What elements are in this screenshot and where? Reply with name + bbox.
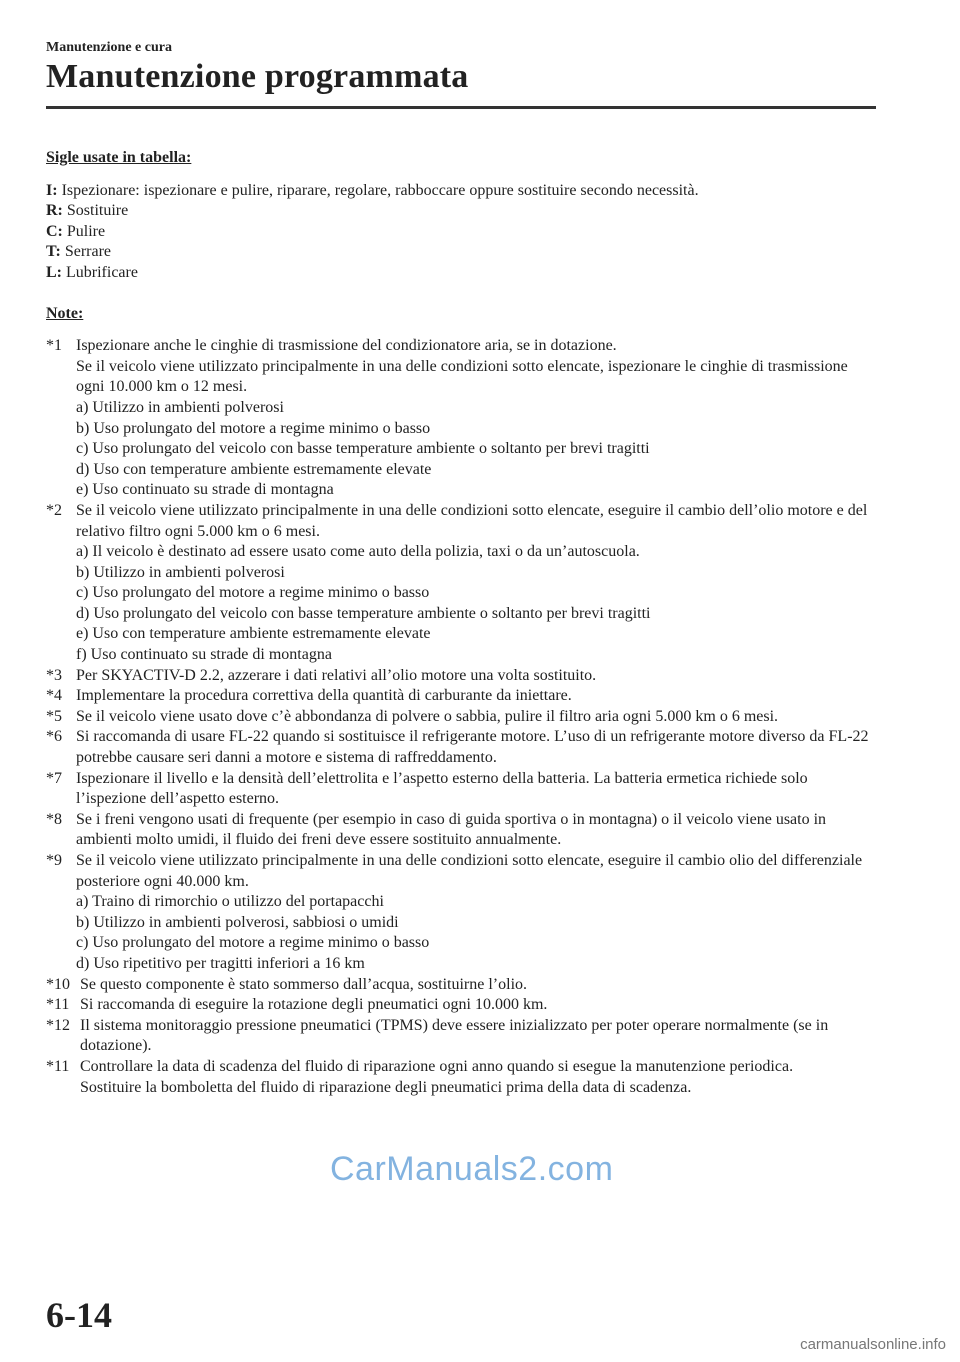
- note-number: *11: [46, 1057, 70, 1075]
- note-line: Se questo componente è stato sommerso dall’acqua, sostituirne l’olio.: [80, 975, 528, 993]
- note-body: [80, 1016, 880, 1057]
- abbreviation-text: Pulire: [66, 222, 106, 240]
- notes-heading: Note:: [46, 304, 84, 322]
- note-body: [76, 501, 880, 666]
- note-line: Si raccomanda di usare FL-22 quando si sostituisce il refrigerante motore. L’uso di un refrigerante motore diverso da FL-22 potrebbe causare seri danni a motore e sistema di raffreddamento.: [76, 728, 869, 767]
- note-line: d) Uso ripetitivo per tragitti inferiori a 16 km: [76, 954, 365, 972]
- note-line: Si raccomanda di eseguire la rotazione degli pneumatici ogni 10.000 km.: [80, 996, 548, 1014]
- note-line: Se il veicolo viene utilizzato principalmente in una delle condizioni sotto elencate, eseguire il cambio olio del differenziale posteriore ogni 40.000 km.: [76, 852, 863, 890]
- abbreviation-key: T:: [46, 243, 61, 261]
- note-line: Se il veicolo viene utilizzato principalmente in una delle condizioni sotto elencate, eseguire il cambio dell’olio motore e del relativo filtro ogni 5.000 km o 6 mesi.: [76, 501, 868, 540]
- note-item: [46, 810, 880, 851]
- note-line: c) Uso prolungato del motore a regime minimo o basso: [76, 584, 430, 602]
- note-number: *5: [46, 707, 62, 725]
- note-item: [46, 851, 880, 975]
- note-line: b) Utilizzo in ambienti polverosi: [76, 563, 285, 581]
- abbreviation-text: Ispezionare: ispezionare e pulire, riparare, regolare, rabboccare oppure sostituire secondo necessità.: [61, 181, 699, 199]
- note-body: [76, 851, 880, 975]
- note-number: *11: [46, 996, 70, 1014]
- note-item: [46, 686, 880, 707]
- note-body: [76, 707, 880, 728]
- watermark-logo: CarManuals2.com: [330, 1150, 614, 1188]
- note-line: c) Uso prolungato del motore a regime minimo o basso: [76, 934, 430, 952]
- note-line: Ispezionare il livello e la densità dell’elettrolita e l’aspetto esterno della batteria. La batteria ermetica richiede solo l’ispezione dell’aspetto esterno.: [76, 769, 808, 808]
- note-line: Sostituire la bomboletta del fluido di riparazione degli pneumatici prima della data di scadenza.: [80, 1078, 692, 1096]
- note-body: [76, 727, 880, 768]
- abbreviation-key: C:: [46, 222, 63, 240]
- note-item: [46, 995, 880, 1016]
- note-body: [76, 686, 880, 707]
- note-item: [46, 975, 880, 996]
- note-body: [76, 336, 880, 501]
- note-number: *7: [46, 769, 62, 787]
- note-item: [46, 1016, 880, 1057]
- note-number: *2: [46, 501, 62, 519]
- page-number: 6-14: [46, 1295, 112, 1335]
- note-line: c) Uso prolungato del veicolo con basse temperature ambiente o soltanto per brevi tragitti: [76, 440, 650, 458]
- note-line: Implementare la procedura correttiva della quantità di carburante da iniettare.: [76, 687, 572, 705]
- note-line: f) Uso continuato su strade di montagna: [76, 646, 332, 664]
- abbreviation-row: [46, 242, 880, 263]
- abbreviation-key: I:: [46, 181, 58, 199]
- note-line: b) Uso prolungato del motore a regime minimo o basso: [76, 419, 431, 437]
- note-line: b) Utilizzo in ambienti polverosi, sabbiosi o umidi: [76, 913, 399, 931]
- note-number: *6: [46, 728, 62, 746]
- content-area: [46, 148, 880, 1098]
- abbreviation-row: [46, 222, 880, 243]
- note-line: e) Uso con temperature ambiente estremamente elevate: [76, 625, 431, 643]
- note-number: *8: [46, 810, 62, 828]
- abbreviation-text: Serrare: [64, 243, 111, 261]
- note-body: [80, 975, 880, 996]
- note-body: [76, 769, 880, 810]
- note-line: d) Uso prolungato del veicolo con basse temperature ambiente o soltanto per brevi tragitti: [76, 604, 651, 622]
- note-line: Se il veicolo viene utilizzato principalmente in una delle condizioni sotto elencate, ispezionare le cinghie di trasmissione ogni 10.000 km o 12 mesi.: [76, 357, 848, 396]
- note-line: a) Il veicolo è destinato ad essere usato come auto della polizia, taxi o da un’autoscuola.: [76, 543, 640, 561]
- note-line: Se il veicolo viene usato dove c’è abbondanza di polvere o sabbia, pulire il filtro aria ogni 5.000 km o 6 mesi.: [76, 707, 779, 725]
- abbreviations-list: [46, 181, 880, 284]
- abbreviation-row: [46, 263, 880, 284]
- note-body: [76, 666, 880, 687]
- note-line: Controllare la data di scadenza del fluido di riparazione ogni anno quando si esegue la manutenzione periodica.: [80, 1057, 794, 1075]
- abbreviation-row: [46, 201, 880, 222]
- abbreviation-key: L:: [46, 263, 62, 281]
- note-line: Il sistema monitoraggio pressione pneumatici (TPMS) deve essere inizializzato per poter operare normalmente (se in dotazione).: [80, 1016, 829, 1055]
- note-item: [46, 336, 880, 501]
- note-number: *4: [46, 687, 62, 705]
- note-body: [80, 995, 880, 1016]
- abbreviations-heading: Sigle usate in tabella:: [46, 149, 192, 166]
- note-item: [46, 769, 880, 810]
- note-item: [46, 1057, 880, 1098]
- note-number: *12: [46, 1016, 70, 1034]
- footer-watermark: carmanualsonline.info: [800, 1336, 946, 1353]
- title-divider: [46, 106, 876, 109]
- abbreviation-row: [46, 181, 880, 202]
- note-line: Ispezionare anche le cinghie di trasmissione del condizionatore aria, se in dotazione.: [76, 337, 617, 355]
- note-body: [76, 810, 880, 851]
- note-line: Se i freni vengono usati di frequente (per esempio in caso di guida sportiva o in montagna) o il veicolo viene usato in ambienti molto umidi, il fluido dei freni deve essere sostituito annualmente.: [76, 810, 827, 849]
- note-number: *3: [46, 666, 62, 684]
- note-item: [46, 707, 880, 728]
- note-line: a) Traino di rimorchio o utilizzo del portapacchi: [76, 893, 384, 911]
- note-item: [46, 666, 880, 687]
- page-title: Manutenzione programmata: [46, 58, 469, 95]
- abbreviation-text: Lubrificare: [66, 263, 138, 281]
- note-item: [46, 727, 880, 768]
- abbreviation-text: Sostituire: [66, 202, 129, 220]
- notes-list: [46, 336, 880, 1098]
- note-number: *1: [46, 337, 62, 355]
- note-number: *9: [46, 852, 62, 869]
- note-item: [46, 501, 880, 666]
- note-line: e) Uso continuato su strade di montagna: [76, 481, 334, 499]
- note-line: a) Utilizzo in ambienti polverosi: [76, 398, 284, 416]
- note-number: *10: [46, 975, 70, 993]
- note-line: d) Uso con temperature ambiente estremamente elevate: [76, 460, 432, 478]
- section-label: Manutenzione e cura: [46, 40, 172, 55]
- abbreviation-key: R:: [46, 202, 63, 220]
- note-body: [80, 1057, 880, 1098]
- note-line: Per SKYACTIV-D 2.2, azzerare i dati relativi all’olio motore una volta sostituito.: [76, 666, 597, 684]
